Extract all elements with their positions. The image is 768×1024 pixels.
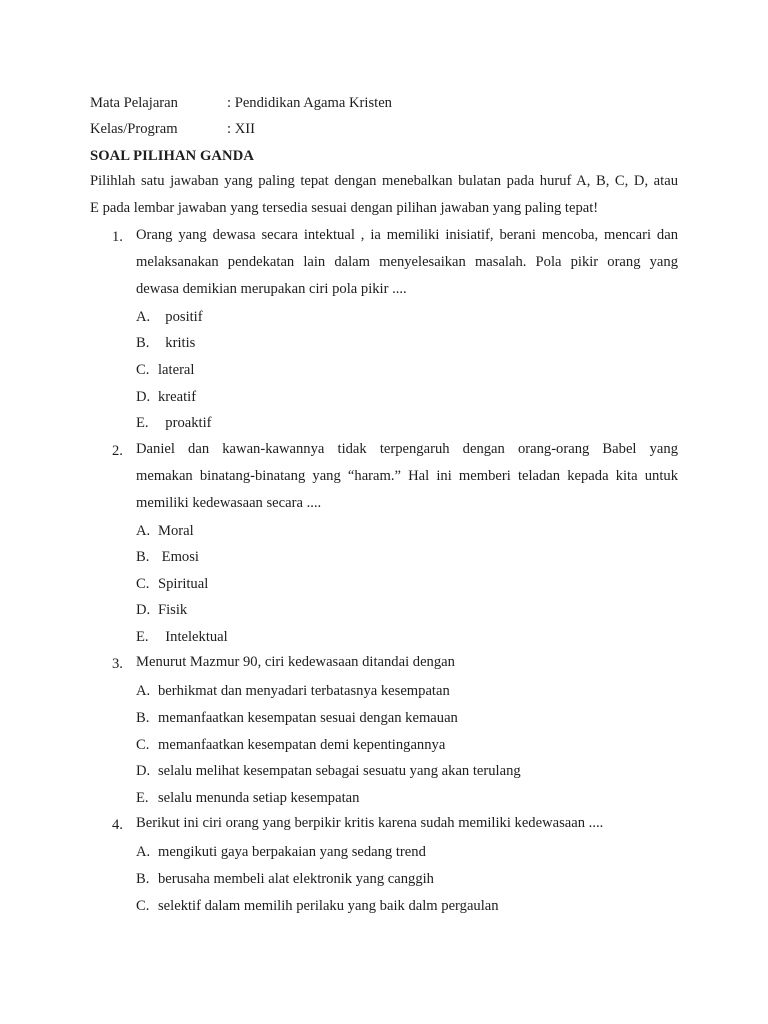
question-2-number: 2.: [112, 443, 123, 459]
option-text: berusaha membeli alat elektronik yang canggih: [158, 871, 434, 887]
option-letter: A.: [136, 844, 151, 860]
option-text: Intelektual: [158, 629, 228, 645]
option-letter: B.: [136, 335, 150, 351]
option-text: proaktif: [158, 415, 212, 431]
option-text: memanfaatkan kesempatan sesuai dengan kemauan: [158, 710, 458, 726]
option-text: kritis: [158, 335, 196, 351]
option-text: Fisik: [158, 602, 188, 618]
question-3-text: [136, 649, 678, 676]
question-2-line-2: memakan binatang-binatang yang “haram.” Hal ini memberi teladan kepada kita untuk: [136, 468, 678, 484]
question-1-option-b: [136, 332, 195, 354]
option-letter: E.: [136, 629, 149, 645]
option-text: Moral: [158, 523, 194, 539]
question-2-option-c: [136, 573, 208, 595]
option-text: selektif dalam memilih perilaku yang baik dalm pergaulan: [158, 898, 499, 914]
question-3-option-c: [136, 734, 445, 756]
question-3-line-1: Menurut Mazmur 90, ciri kedewasaan ditandai dengan: [136, 654, 455, 670]
section-title: SOAL PILIHAN GANDA: [90, 148, 254, 164]
question-2-option-a: [136, 520, 194, 542]
option-text: Spiritual: [158, 576, 209, 592]
instructions: [90, 168, 678, 222]
option-letter: B.: [136, 549, 150, 565]
option-letter: E.: [136, 415, 149, 431]
question-2-line-1: Daniel dan kawan-kawannya tidak terpengaruh dengan orang-orang Babel yang: [136, 441, 678, 457]
option-text: mengikuti gaya berpakaian yang sedang trend: [158, 844, 426, 860]
question-3-option-e: [136, 787, 359, 809]
option-letter: D.: [136, 602, 151, 618]
option-letter: E.: [136, 790, 149, 806]
option-letter: D.: [136, 763, 151, 779]
option-text: memanfaatkan kesempatan demi kepentingannya: [158, 737, 446, 753]
question-1-option-e: [136, 412, 212, 434]
question-2-text: [136, 436, 678, 517]
question-1-option-d: [136, 386, 196, 408]
option-letter: C.: [136, 362, 150, 378]
question-3-number: 3.: [112, 656, 123, 672]
question-4-number: 4.: [112, 817, 123, 833]
option-letter: B.: [136, 710, 150, 726]
class-label: Kelas/Program: [90, 121, 178, 137]
question-1-text: [136, 222, 678, 303]
option-text: berhikmat dan menyadari terbatasnya kesempatan: [158, 683, 450, 699]
question-4-text: [136, 810, 678, 837]
option-letter: C.: [136, 576, 150, 592]
question-1-line-1: Orang yang dewasa secara intektual , ia memiliki inisiatif, berani mencoba, mencari dan: [136, 227, 678, 243]
option-letter: A.: [136, 683, 151, 699]
question-1-option-c: [136, 359, 194, 381]
question-2-option-b: [136, 546, 199, 568]
question-2-option-d: [136, 599, 187, 621]
question-1-number: 1.: [112, 229, 123, 245]
option-letter: A.: [136, 309, 151, 325]
question-4-line-1: Berikut ini ciri orang yang berpikir kritis karena sudah memiliki kedewasaan ....: [136, 815, 604, 831]
option-letter: A.: [136, 523, 151, 539]
question-1-line-2: melaksanakan pendekatan lain dalam menyelesaikan masalah. Pola pikir orang yang: [136, 254, 678, 270]
option-text: selalu menunda setiap kesempatan: [158, 790, 360, 806]
class-row: [90, 118, 255, 140]
instructions-line-1: Pilihlah satu jawaban yang paling tepat dengan menebalkan bulatan pada huruf A, B, C, D, atau: [90, 173, 678, 189]
option-text: lateral: [158, 362, 195, 378]
question-4-option-c: [136, 895, 499, 917]
subject-label: Mata Pelajaran: [90, 95, 178, 111]
question-4-option-b: [136, 868, 434, 890]
option-text: kreatif: [158, 389, 197, 405]
question-4-option-a: [136, 841, 426, 863]
option-letter: D.: [136, 389, 151, 405]
question-2-line-3: memiliki kedewasaan secara ....: [136, 495, 322, 511]
question-2-option-e: [136, 626, 228, 648]
option-text: selalu melihat kesempatan sebagai sesuatu yang akan terulang: [158, 763, 521, 779]
class-value: : XII: [227, 121, 255, 137]
option-text: positif: [158, 309, 203, 325]
option-letter: C.: [136, 898, 150, 914]
instructions-line-2: E pada lembar jawaban yang tersedia sesuai dengan pilihan jawaban yang paling tepat!: [90, 200, 599, 216]
option-letter: C.: [136, 737, 150, 753]
question-1-option-a: [136, 306, 203, 328]
option-text: Emosi: [158, 549, 199, 565]
question-3-option-a: [136, 680, 450, 702]
question-3-option-d: [136, 760, 521, 782]
subject-row: [90, 92, 392, 114]
option-letter: B.: [136, 871, 150, 887]
question-3-option-b: [136, 707, 458, 729]
question-1-line-3: dewasa demikian merupakan ciri pola pikir ....: [136, 281, 407, 297]
subject-value: : Pendidikan Agama Kristen: [227, 95, 392, 111]
